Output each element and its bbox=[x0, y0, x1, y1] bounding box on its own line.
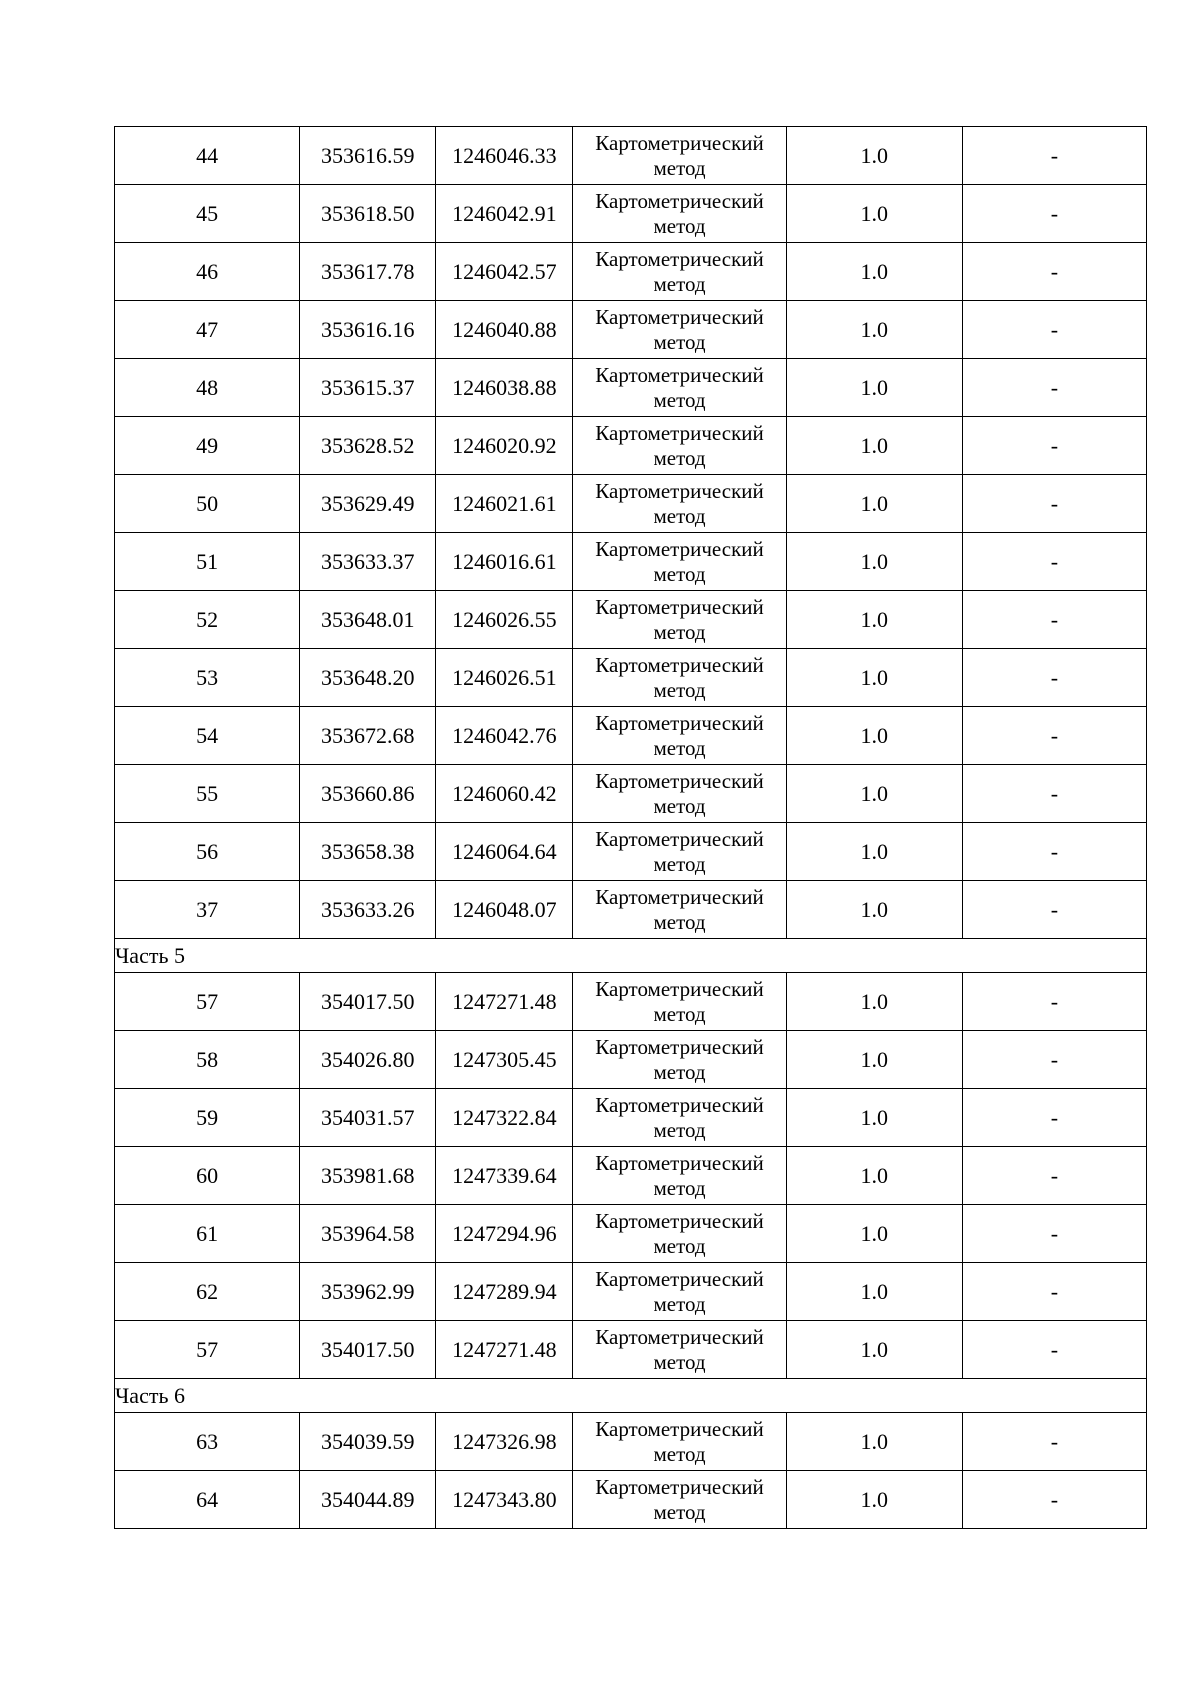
method-label-line2: метод bbox=[653, 1349, 706, 1374]
note-cell: - bbox=[962, 1263, 1146, 1321]
method-label-line2: метод bbox=[653, 1499, 706, 1524]
accuracy-cell: 1.0 bbox=[786, 649, 962, 707]
table-row bbox=[115, 1471, 1147, 1529]
method-label-line2: метод bbox=[653, 1441, 706, 1466]
y-coordinate-cell: 1246020.92 bbox=[436, 417, 573, 475]
table-row bbox=[115, 127, 1147, 185]
table-row bbox=[115, 1147, 1147, 1205]
accuracy-cell: 1.0 bbox=[786, 301, 962, 359]
method-cell bbox=[573, 881, 786, 939]
accuracy-cell: 1.0 bbox=[786, 973, 962, 1031]
x-coordinate-cell: 354017.50 bbox=[300, 1321, 436, 1379]
note-cell: - bbox=[962, 533, 1146, 591]
method-label-line2: метод bbox=[653, 735, 706, 760]
accuracy-cell: 1.0 bbox=[786, 591, 962, 649]
accuracy-cell: 1.0 bbox=[786, 417, 962, 475]
method-cell bbox=[573, 1263, 786, 1321]
accuracy-cell: 1.0 bbox=[786, 475, 962, 533]
note-cell: - bbox=[962, 1031, 1146, 1089]
point-number-cell: 51 bbox=[115, 533, 300, 591]
method-label-line1: Картометрический bbox=[595, 1474, 764, 1499]
table-row bbox=[115, 973, 1147, 1031]
method-label-line2: метод bbox=[653, 1001, 706, 1026]
method-label-line1: Картометрический bbox=[595, 1092, 764, 1117]
method-label-line2: метод bbox=[653, 793, 706, 818]
x-coordinate-cell: 353618.50 bbox=[300, 185, 436, 243]
point-number-cell: 37 bbox=[115, 881, 300, 939]
table-row bbox=[115, 1263, 1147, 1321]
method-label-line2: метод bbox=[653, 851, 706, 876]
method-label-line1: Картометрический bbox=[595, 826, 764, 851]
y-coordinate-cell: 1247343.80 bbox=[436, 1471, 573, 1529]
table-row bbox=[115, 1413, 1147, 1471]
y-coordinate-cell: 1246016.61 bbox=[436, 533, 573, 591]
point-number-cell: 61 bbox=[115, 1205, 300, 1263]
accuracy-cell: 1.0 bbox=[786, 1031, 962, 1089]
method-label-line2: метод bbox=[653, 155, 706, 180]
table-row bbox=[115, 533, 1147, 591]
part-header-row bbox=[115, 939, 1147, 973]
method-label-line1: Картометрический bbox=[595, 1150, 764, 1175]
x-coordinate-cell: 353628.52 bbox=[300, 417, 436, 475]
y-coordinate-cell: 1247271.48 bbox=[436, 1321, 573, 1379]
part-label: Часть 5 bbox=[115, 939, 1147, 973]
point-number-cell: 62 bbox=[115, 1263, 300, 1321]
method-cell bbox=[573, 1205, 786, 1263]
method-label-line1: Картометрический bbox=[595, 710, 764, 735]
x-coordinate-cell: 353981.68 bbox=[300, 1147, 436, 1205]
point-number-cell: 44 bbox=[115, 127, 300, 185]
method-cell bbox=[573, 533, 786, 591]
y-coordinate-cell: 1246042.91 bbox=[436, 185, 573, 243]
point-number-cell: 49 bbox=[115, 417, 300, 475]
table-row bbox=[115, 475, 1147, 533]
accuracy-cell: 1.0 bbox=[786, 881, 962, 939]
method-label-line1: Картометрический bbox=[595, 130, 764, 155]
y-coordinate-cell: 1246026.51 bbox=[436, 649, 573, 707]
x-coordinate-cell: 353964.58 bbox=[300, 1205, 436, 1263]
x-coordinate-cell: 353962.99 bbox=[300, 1263, 436, 1321]
y-coordinate-cell: 1247294.96 bbox=[436, 1205, 573, 1263]
y-coordinate-cell: 1246042.57 bbox=[436, 243, 573, 301]
table-row bbox=[115, 301, 1147, 359]
x-coordinate-cell: 353616.59 bbox=[300, 127, 436, 185]
x-coordinate-cell: 353615.37 bbox=[300, 359, 436, 417]
point-number-cell: 45 bbox=[115, 185, 300, 243]
x-coordinate-cell: 353672.68 bbox=[300, 707, 436, 765]
point-number-cell: 48 bbox=[115, 359, 300, 417]
point-number-cell: 64 bbox=[115, 1471, 300, 1529]
method-cell bbox=[573, 127, 786, 185]
method-cell bbox=[573, 417, 786, 475]
point-number-cell: 53 bbox=[115, 649, 300, 707]
method-label-line1: Картометрический bbox=[595, 246, 764, 271]
note-cell: - bbox=[962, 823, 1146, 881]
method-cell bbox=[573, 1321, 786, 1379]
point-number-cell: 46 bbox=[115, 243, 300, 301]
x-coordinate-cell: 353616.16 bbox=[300, 301, 436, 359]
point-number-cell: 55 bbox=[115, 765, 300, 823]
method-cell bbox=[573, 707, 786, 765]
method-label-line1: Картометрический bbox=[595, 420, 764, 445]
method-label-line2: метод bbox=[653, 213, 706, 238]
table-row bbox=[115, 359, 1147, 417]
point-number-cell: 54 bbox=[115, 707, 300, 765]
method-label-line2: метод bbox=[653, 1117, 706, 1142]
note-cell: - bbox=[962, 591, 1146, 649]
y-coordinate-cell: 1246042.76 bbox=[436, 707, 573, 765]
note-cell: - bbox=[962, 707, 1146, 765]
note-cell: - bbox=[962, 649, 1146, 707]
accuracy-cell: 1.0 bbox=[786, 185, 962, 243]
method-label-line1: Картометрический bbox=[595, 536, 764, 561]
point-number-cell: 58 bbox=[115, 1031, 300, 1089]
coordinates-table bbox=[114, 126, 1147, 1529]
x-coordinate-cell: 354026.80 bbox=[300, 1031, 436, 1089]
note-cell: - bbox=[962, 185, 1146, 243]
point-number-cell: 56 bbox=[115, 823, 300, 881]
y-coordinate-cell: 1247271.48 bbox=[436, 973, 573, 1031]
x-coordinate-cell: 353660.86 bbox=[300, 765, 436, 823]
method-label-line1: Картометрический bbox=[595, 362, 764, 387]
y-coordinate-cell: 1246021.61 bbox=[436, 475, 573, 533]
table-row bbox=[115, 1321, 1147, 1379]
method-label-line2: метод bbox=[653, 1233, 706, 1258]
method-label-line1: Картометрический bbox=[595, 884, 764, 909]
method-label-line2: метод bbox=[653, 387, 706, 412]
method-cell bbox=[573, 591, 786, 649]
method-cell bbox=[573, 185, 786, 243]
accuracy-cell: 1.0 bbox=[786, 533, 962, 591]
point-number-cell: 57 bbox=[115, 1321, 300, 1379]
method-label-line1: Картометрический bbox=[595, 188, 764, 213]
method-cell bbox=[573, 1471, 786, 1529]
method-label-line1: Картометрический bbox=[595, 1324, 764, 1349]
part-label: Часть 6 bbox=[115, 1379, 1147, 1413]
note-cell: - bbox=[962, 1413, 1146, 1471]
method-cell bbox=[573, 649, 786, 707]
method-label-line2: метод bbox=[653, 909, 706, 934]
table-row bbox=[115, 1205, 1147, 1263]
method-label-line1: Картометрический bbox=[595, 768, 764, 793]
y-coordinate-cell: 1247305.45 bbox=[436, 1031, 573, 1089]
table-row bbox=[115, 591, 1147, 649]
method-label-line2: метод bbox=[653, 329, 706, 354]
note-cell: - bbox=[962, 127, 1146, 185]
method-label-line2: метод bbox=[653, 619, 706, 644]
method-label-line1: Картометрический bbox=[595, 1416, 764, 1441]
table-row bbox=[115, 881, 1147, 939]
table-row bbox=[115, 765, 1147, 823]
accuracy-cell: 1.0 bbox=[786, 1147, 962, 1205]
y-coordinate-cell: 1247339.64 bbox=[436, 1147, 573, 1205]
method-cell bbox=[573, 301, 786, 359]
note-cell: - bbox=[962, 1089, 1146, 1147]
y-coordinate-cell: 1246038.88 bbox=[436, 359, 573, 417]
method-cell bbox=[573, 823, 786, 881]
accuracy-cell: 1.0 bbox=[786, 1471, 962, 1529]
x-coordinate-cell: 353658.38 bbox=[300, 823, 436, 881]
coordinates-table-body bbox=[115, 127, 1147, 1529]
method-label-line2: метод bbox=[653, 271, 706, 296]
accuracy-cell: 1.0 bbox=[786, 1205, 962, 1263]
note-cell: - bbox=[962, 881, 1146, 939]
accuracy-cell: 1.0 bbox=[786, 243, 962, 301]
note-cell: - bbox=[962, 359, 1146, 417]
note-cell: - bbox=[962, 301, 1146, 359]
accuracy-cell: 1.0 bbox=[786, 707, 962, 765]
x-coordinate-cell: 354017.50 bbox=[300, 973, 436, 1031]
method-label-line2: метод bbox=[653, 503, 706, 528]
point-number-cell: 59 bbox=[115, 1089, 300, 1147]
accuracy-cell: 1.0 bbox=[786, 127, 962, 185]
note-cell: - bbox=[962, 1147, 1146, 1205]
method-cell bbox=[573, 1031, 786, 1089]
note-cell: - bbox=[962, 475, 1146, 533]
y-coordinate-cell: 1247289.94 bbox=[436, 1263, 573, 1321]
method-label-line1: Картометрический bbox=[595, 304, 764, 329]
note-cell: - bbox=[962, 1471, 1146, 1529]
x-coordinate-cell: 353617.78 bbox=[300, 243, 436, 301]
method-label-line1: Картометрический bbox=[595, 478, 764, 503]
table-row bbox=[115, 1089, 1147, 1147]
point-number-cell: 52 bbox=[115, 591, 300, 649]
table-row bbox=[115, 707, 1147, 765]
method-label-line1: Картометрический bbox=[595, 976, 764, 1001]
x-coordinate-cell: 353648.01 bbox=[300, 591, 436, 649]
note-cell: - bbox=[962, 1205, 1146, 1263]
note-cell: - bbox=[962, 973, 1146, 1031]
point-number-cell: 63 bbox=[115, 1413, 300, 1471]
method-label-line1: Картометрический bbox=[595, 652, 764, 677]
note-cell: - bbox=[962, 765, 1146, 823]
note-cell: - bbox=[962, 1321, 1146, 1379]
method-label-line1: Картометрический bbox=[595, 1034, 764, 1059]
method-cell bbox=[573, 359, 786, 417]
accuracy-cell: 1.0 bbox=[786, 359, 962, 417]
x-coordinate-cell: 354039.59 bbox=[300, 1413, 436, 1471]
table-row bbox=[115, 243, 1147, 301]
method-label-line2: метод bbox=[653, 1291, 706, 1316]
method-cell bbox=[573, 765, 786, 823]
point-number-cell: 50 bbox=[115, 475, 300, 533]
table-row bbox=[115, 823, 1147, 881]
method-cell bbox=[573, 1089, 786, 1147]
point-number-cell: 47 bbox=[115, 301, 300, 359]
method-cell bbox=[573, 1147, 786, 1205]
method-label-line2: метод bbox=[653, 561, 706, 586]
method-label-line2: метод bbox=[653, 1175, 706, 1200]
y-coordinate-cell: 1246026.55 bbox=[436, 591, 573, 649]
accuracy-cell: 1.0 bbox=[786, 1089, 962, 1147]
y-coordinate-cell: 1246048.07 bbox=[436, 881, 573, 939]
y-coordinate-cell: 1246040.88 bbox=[436, 301, 573, 359]
x-coordinate-cell: 353633.26 bbox=[300, 881, 436, 939]
x-coordinate-cell: 353648.20 bbox=[300, 649, 436, 707]
method-label-line1: Картометрический bbox=[595, 1266, 764, 1291]
y-coordinate-cell: 1246064.64 bbox=[436, 823, 573, 881]
part-header-row bbox=[115, 1379, 1147, 1413]
accuracy-cell: 1.0 bbox=[786, 823, 962, 881]
table-row bbox=[115, 185, 1147, 243]
method-cell bbox=[573, 1413, 786, 1471]
accuracy-cell: 1.0 bbox=[786, 1263, 962, 1321]
accuracy-cell: 1.0 bbox=[786, 765, 962, 823]
table-row bbox=[115, 649, 1147, 707]
method-label-line1: Картометрический bbox=[595, 594, 764, 619]
method-label-line2: метод bbox=[653, 677, 706, 702]
table-row bbox=[115, 1031, 1147, 1089]
y-coordinate-cell: 1246060.42 bbox=[436, 765, 573, 823]
x-coordinate-cell: 354044.89 bbox=[300, 1471, 436, 1529]
method-cell bbox=[573, 973, 786, 1031]
note-cell: - bbox=[962, 417, 1146, 475]
table-row bbox=[115, 417, 1147, 475]
method-cell bbox=[573, 475, 786, 533]
x-coordinate-cell: 353629.49 bbox=[300, 475, 436, 533]
x-coordinate-cell: 353633.37 bbox=[300, 533, 436, 591]
y-coordinate-cell: 1247322.84 bbox=[436, 1089, 573, 1147]
point-number-cell: 57 bbox=[115, 973, 300, 1031]
method-label-line2: метод bbox=[653, 445, 706, 470]
x-coordinate-cell: 354031.57 bbox=[300, 1089, 436, 1147]
note-cell: - bbox=[962, 243, 1146, 301]
method-cell bbox=[573, 243, 786, 301]
y-coordinate-cell: 1246046.33 bbox=[436, 127, 573, 185]
point-number-cell: 60 bbox=[115, 1147, 300, 1205]
y-coordinate-cell: 1247326.98 bbox=[436, 1413, 573, 1471]
accuracy-cell: 1.0 bbox=[786, 1413, 962, 1471]
method-label-line1: Картометрический bbox=[595, 1208, 764, 1233]
accuracy-cell: 1.0 bbox=[786, 1321, 962, 1379]
method-label-line2: метод bbox=[653, 1059, 706, 1084]
